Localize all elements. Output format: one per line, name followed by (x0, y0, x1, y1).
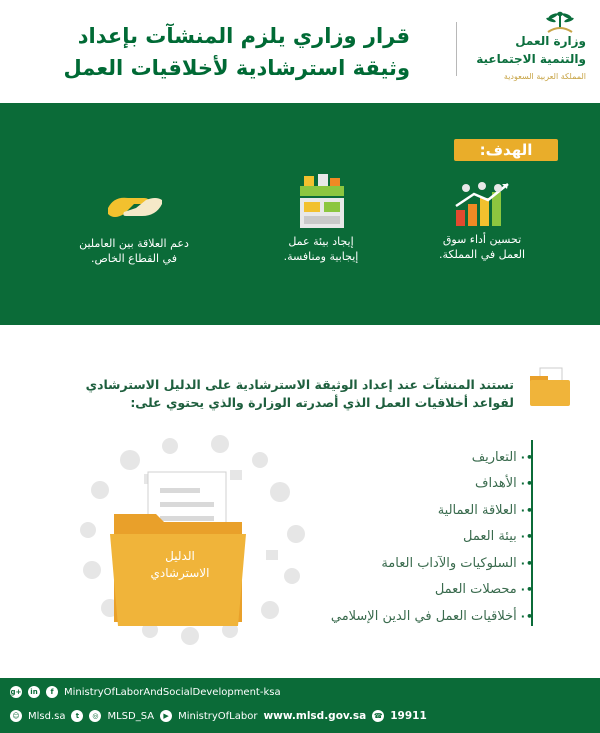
workplace-icon (294, 172, 350, 232)
goal-2-line-2: إيجابية ومنافسة. (283, 250, 359, 263)
list-item-text: بيئة العمل (463, 529, 517, 545)
list-item-text: العلاقة العمالية (437, 502, 517, 518)
small-folder-icon (528, 366, 572, 408)
phone-icon[interactable]: ☎ (373, 712, 383, 720)
guide-illustration (70, 430, 310, 650)
goal-1-text (432, 232, 532, 262)
guide-folder-label-2: الاسترشادي (150, 566, 210, 580)
snapchat-handle[interactable]: Mlsd.sa (28, 710, 66, 722)
youtube-icon[interactable]: ▶ (160, 710, 172, 722)
guide-intro (74, 376, 514, 412)
list-item: •· أخلاقيات العمل في الدين الإسلامي (330, 608, 534, 624)
goal-2-line-1: إيجاد بيئة عمل (288, 235, 354, 248)
list-item-text: التعاريف (471, 449, 517, 465)
list-item: •· محصلات العمل (434, 582, 534, 598)
page-title-line-2: وثيقة استرشادية لأخلاقيات العمل (63, 56, 410, 80)
social-handle[interactable]: MinistryOfLaborAndSocialDevelopment-ksa (64, 686, 281, 698)
instagram-icon[interactable]: ◎ (89, 710, 101, 722)
goal-3-text (64, 236, 204, 266)
list-item-text: الأهداف (474, 476, 517, 492)
twitter-icon[interactable]: t (71, 710, 83, 722)
guide-contents-list (331, 444, 534, 630)
goal-2-text (266, 234, 376, 264)
website-link[interactable]: www.mlsd.gov.sa (263, 710, 367, 722)
footer-row-2 (10, 710, 427, 722)
list-item: •· بيئة العمل (463, 529, 534, 545)
header-divider (456, 22, 457, 76)
guide-folder-label-1: الدليل (165, 549, 195, 563)
market-growth-icon (452, 180, 514, 228)
facebook-icon[interactable]: f (46, 686, 58, 698)
twitter-instagram-handle[interactable]: MLSD_SA (107, 710, 155, 722)
logo-text-2: والتنمية الاجتماعية (476, 52, 586, 66)
guide-intro-line-1: تستند المنشآت عند إعداد الوثيقة الاسترشادية على الدليل الاسترشادي (85, 377, 514, 392)
snapchat-icon[interactable]: ☺ (10, 710, 22, 722)
ministry-logo-icon (540, 10, 580, 36)
page-title-line-1: قرار وزاري يلزم المنشآت بإعداد (77, 24, 410, 48)
list-item: •· التعاريف (471, 449, 534, 465)
logo-text-3: المملكة العربية السعودية (503, 72, 586, 81)
goal-1-line-2: العمل في المملكة. (438, 248, 526, 261)
guide-folder-label (120, 548, 240, 582)
linkedin-icon[interactable]: in (28, 686, 40, 698)
list-item-text: محصلات العمل (434, 582, 517, 598)
phone-number[interactable]: 19911 (390, 710, 427, 722)
handshake-icon (104, 186, 166, 226)
goal-3-line-2: في القطاع الخاص. (91, 252, 177, 265)
logo-text-1: وزارة العمل (515, 34, 586, 48)
guide-intro-line-2: لقواعد أخلاقيات العمل الذي أصدرته الوزارة والذي يحتوي على: (130, 395, 514, 410)
list-item: •· العلاقة العمالية (437, 502, 534, 518)
list-item-text: السلوكيات والآداب العامة (381, 555, 517, 571)
goal-3-line-1: دعم العلاقة بين العاملين (79, 237, 189, 250)
list-item-text: أخلاقيات العمل في الدين الإسلامي (330, 608, 517, 624)
footer-row-1 (10, 686, 281, 698)
goal-badge: الهدف: (454, 139, 558, 161)
header (0, 0, 600, 96)
goal-1-line-1: تحسين أداء سوق (442, 233, 522, 246)
youtube-handle[interactable]: MinistryOfLabor (178, 710, 258, 722)
google-plus-icon[interactable]: g+ (10, 688, 22, 696)
list-item: •· السلوكيات والآداب العامة (381, 555, 534, 571)
list-item: •· الأهداف (474, 476, 534, 492)
